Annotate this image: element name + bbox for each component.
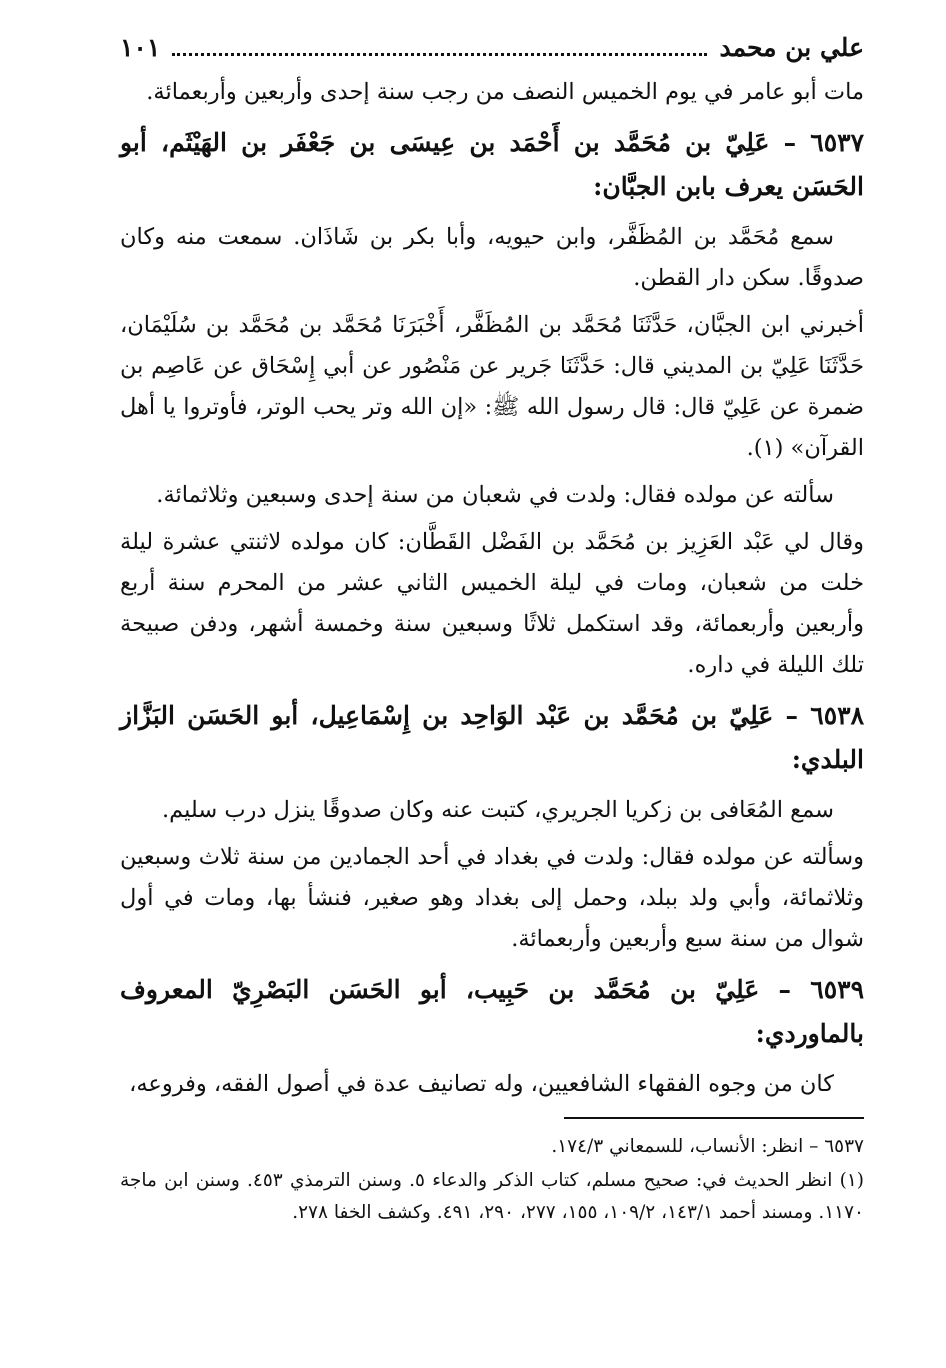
header-title: علي بن محمد: [719, 33, 864, 62]
footnote: (١) انظر الحديث في: صحيح مسلم، كتاب الذكر والدعاء ٥. وسنن الترمذي ٤٥٣. وسنن ابن ماجة ١١٧٠. ومسند أحمد ١٤٣/١، ١٠٩/٢، ١٥٥، ٢٧٧، ٢٩٠، ٤٩١. وكشف الخفا ٢٧٨.: [120, 1170, 864, 1223]
entry-heading-6537: ٦٥٣٧ – عَلِيّ بن مُحَمَّد بن أَحْمَد بن عِيسَى بن جَعْفَر بن الهَيْثَم، أبو الحَسَن يعرف بابن الجبَّان:: [120, 128, 864, 201]
footnote-divider: [564, 1117, 864, 1119]
paragraph: سألته عن مولده فقال: ولدت في شعبان من سنة إحدى وسبعين وثلاثمائة.: [156, 482, 834, 508]
paragraph-death-note: مات أبو عامر في يوم الخميس النصف من رجب سنة إحدى وأربعين وأربعمائة.: [146, 79, 864, 105]
footnotes: [120, 1117, 864, 1229]
main-text: [120, 72, 864, 1105]
paragraph: كان من وجوه الفقهاء الشافعيين، وله تصانيف عدة في أصول الفقه، وفروعه،: [129, 1071, 834, 1097]
page-number: ١٠١: [120, 33, 161, 62]
entry-heading-6538: ٦٥٣٨ – عَلِيّ بن مُحَمَّد بن عَبْد الوَاحِد بن إِسْمَاعِيل، أبو الحَسَن البَزَّاز البلدي:: [120, 701, 864, 774]
paragraph: وقال لي عَبْد العَزِيز بن مُحَمَّد بن الفَضْل القَطَّان: كان مولده لاثنتي عشرة ليلة خلت من شعبان، ومات في ليلة الخميس الثاني عشر من المحرم سنة أربع وأربعين وأربعمائة، وقد استكمل ثلاثًا وسبعين سنة وخمسة أشهر، ودفن صبيحة تلك الليلة في داره.: [120, 529, 864, 678]
entry-heading-6539: ٦٥٣٩ – عَلِيّ بن مُحَمَّد بن حَبِيب، أبو الحَسَن البَصْرِيّ المعروف بالماوردي:: [120, 975, 864, 1048]
paragraph: سمع مُحَمَّد بن المُظَفَّر، وابن حيويه، وأبا بكر بن شَاذَان. سمعت منه وكان صدوقًا. سكن دار القطن.: [120, 224, 864, 291]
header-leader-dots: [172, 35, 707, 56]
running-header: [120, 30, 864, 72]
paragraph-hadith: أخبرني ابن الجبَّان، حَدَّثَنَا مُحَمَّد بن المُظَفَّر، أَخْبَرَنَا مُحَمَّد بن مُحَمَّد بن سُلَيْمَان، حَدَّثَنَا عَلِيّ بن المديني قال: حَدَّثَنَا جَرير عن مَنْصُور عن أبي إِسْحَاق عن عَاصِم بن ضمرة عن عَلِيّ قال: قال رسول الله ﷺ: «إن الله وتر يحب الوتر، فأوتروا يا أهل القرآن» (١).: [120, 312, 864, 461]
paragraph: سمع المُعَافى بن زكريا الجريري، كتبت عنه وكان صدوقًا ينزل درب سليم.: [161, 797, 834, 823]
footnote: ٦٥٣٧ – انظر: الأنساب، للسمعاني ١٧٤/٣.: [551, 1136, 864, 1157]
paragraph: وسألته عن مولده فقال: ولدت في بغداد في أحد الجمادين من سنة ثلاث وسبعين وثلاثمائة، وأبي ولد ببلد، وحمل إلى بغداد وهو صغير، فنشأ بها، ومات في أول شوال من سنة سبع وأربعين وأربعمائة.: [120, 844, 864, 952]
